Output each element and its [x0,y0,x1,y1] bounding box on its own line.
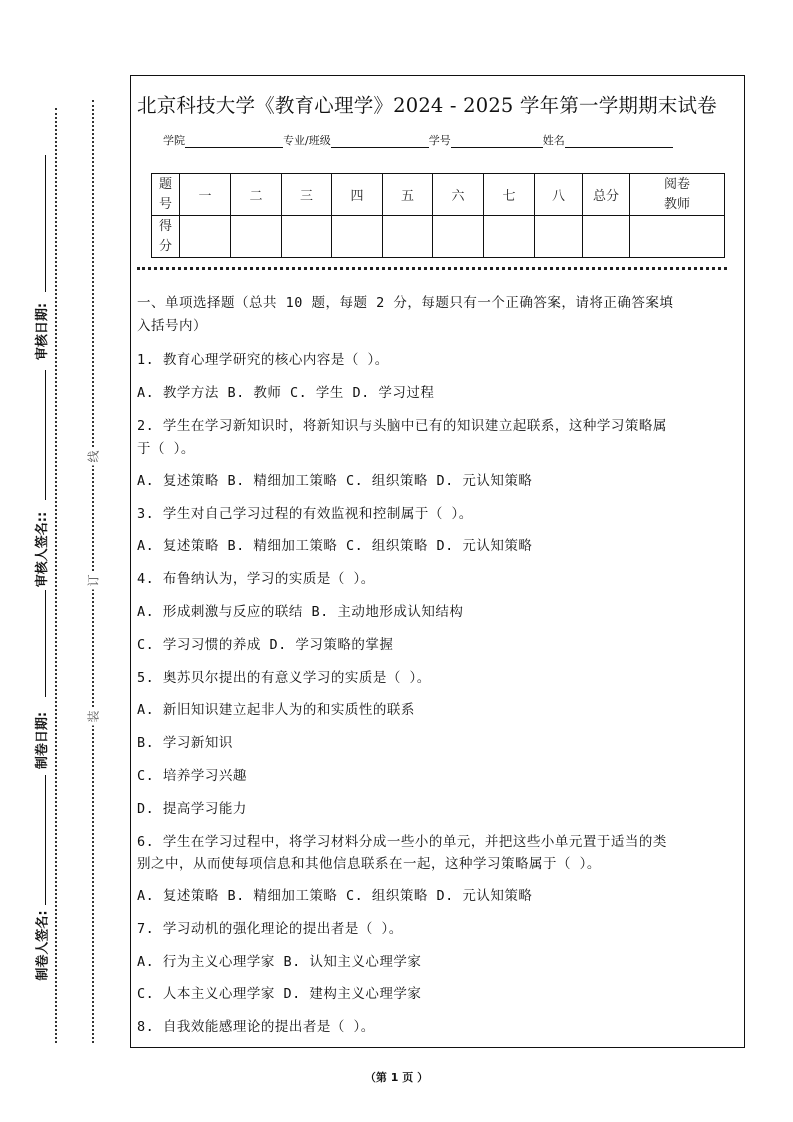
column-header: 一 [180,174,231,216]
student-id-input[interactable] [451,135,543,148]
field-label-student-id: 学号 [428,134,451,147]
score-cell[interactable] [484,216,535,258]
question-7: 7. 学习动机的强化理论的提出者是（ ）。 [137,921,403,937]
binding-char-sew: 装 [85,708,102,726]
score-cell[interactable] [231,216,282,258]
question-4-options-cd: C. 学习习惯的养成 D. 学习策略的掌握 [137,637,394,653]
college-input[interactable] [185,135,283,148]
section-heading-cont: 入括号内） [137,318,207,334]
field-label-major-class: 专业/班级 [283,134,331,147]
question-3-options: A. 复述策略 B. 精细加工策略 C. 组织策略 D. 元认知策略 [137,538,533,554]
section-divider [137,267,727,270]
reviewer-date-line [45,155,46,292]
question-2: 2. 学生在学习新知识时，将新知识与头脑中已有的知识建立起联系，这种学习策略属 [137,418,667,434]
grader-cell[interactable] [630,216,725,258]
column-header: 四 [332,174,383,216]
question-8: 8. 自我效能感理论的提出者是（ ）。 [137,1019,375,1035]
question-6-cont: 别之中，从而使每项信息和其他信息联系在一起，这种学习策略属于（ ）。 [137,856,601,872]
maker-signature-line [45,775,46,905]
binding-char-bind: 订 [85,572,102,590]
question-6-options: A. 复述策略 B. 精细加工策略 C. 组织策略 D. 元认知策略 [137,888,533,904]
section-heading: 一、单项选择题（总共 10 题，每题 2 分，每题只有一个正确答案，请将正确答案填 [137,295,674,311]
question-5-option-a: A. 新旧知识建立起非人为的和实质性的联系 [137,702,415,718]
score-table [151,173,725,258]
page-number: （第 1 页 ） [364,1071,429,1084]
question-5-option-d: D. 提高学习能力 [137,801,247,817]
question-4-options-ab: A. 形成刺激与反应的联结 B. 主动地形成认知结构 [137,604,464,620]
field-label-college: 学院 [163,134,185,147]
question-2-cont: 于（ ）。 [137,441,195,457]
question-7-options-cd: C. 人本主义心理学家 D. 建构主义心理学家 [137,986,422,1002]
column-header: 五 [383,174,433,216]
question-1: 1. 教育心理学研究的核心内容是（ ）。 [137,352,389,368]
score-cell[interactable] [433,216,484,258]
maker-date-line [45,590,46,697]
column-header: 六 [433,174,484,216]
score-table-header-row [152,174,725,216]
column-header: 七 [484,174,535,216]
reviewer-signature-line [45,370,46,500]
total-score-cell[interactable] [583,216,630,258]
major-class-input[interactable] [331,135,429,148]
binding-char-line: 线 [85,448,102,466]
score-table-score-row [152,216,725,258]
question-6: 6. 学生在学习过程中，将学习材料分成一些小的单元，并把这些小单元置于适当的类 [137,834,667,850]
name-input[interactable] [565,135,673,148]
score-cell[interactable] [383,216,433,258]
question-5-option-c: C. 培养学习兴趣 [137,768,247,784]
question-5: 5. 奥苏贝尔提出的有意义学习的实质是（ ）。 [137,670,431,686]
total-score-header: 总分 [583,174,630,216]
score-row-header: 得 分 [152,216,180,258]
score-cell[interactable] [332,216,383,258]
student-info-row [163,132,673,148]
reviewer-date-label: 审核日期: [35,302,51,360]
score-cell[interactable] [282,216,332,258]
maker-signature-label: 制卷人签名: [35,909,51,981]
question-3: 3. 学生对自己学习过程的有效监视和控制属于（ ）。 [137,506,473,522]
column-header: 二 [231,174,282,216]
column-header: 八 [535,174,583,216]
question-4: 4. 布鲁纳认为，学习的实质是（ ）。 [137,571,375,587]
exam-title: 北京科技大学《教育心理学》2024 - 2025 学年第一学期期末试卷 [137,94,717,117]
question-5-option-b: B. 学习新知识 [137,735,233,751]
question-number-header: 题 号 [152,174,180,216]
question-2-options: A. 复述策略 B. 精细加工策略 C. 组织策略 D. 元认知策略 [137,473,533,489]
maker-date-label: 制卷日期: [35,711,51,769]
field-label-name: 姓名 [542,134,565,147]
question-7-options-ab: A. 行为主义心理学家 B. 认知主义心理学家 [137,954,422,970]
exam-page-frame [130,75,745,1048]
reviewer-signature-label: 审核人签名:: [35,511,51,587]
score-cell[interactable] [180,216,231,258]
grader-header: 阅卷 教师 [630,174,725,216]
column-header: 三 [282,174,332,216]
question-1-options: A. 教学方法 B. 教师 C. 学生 D. 学习过程 [137,385,435,401]
score-cell[interactable] [535,216,583,258]
